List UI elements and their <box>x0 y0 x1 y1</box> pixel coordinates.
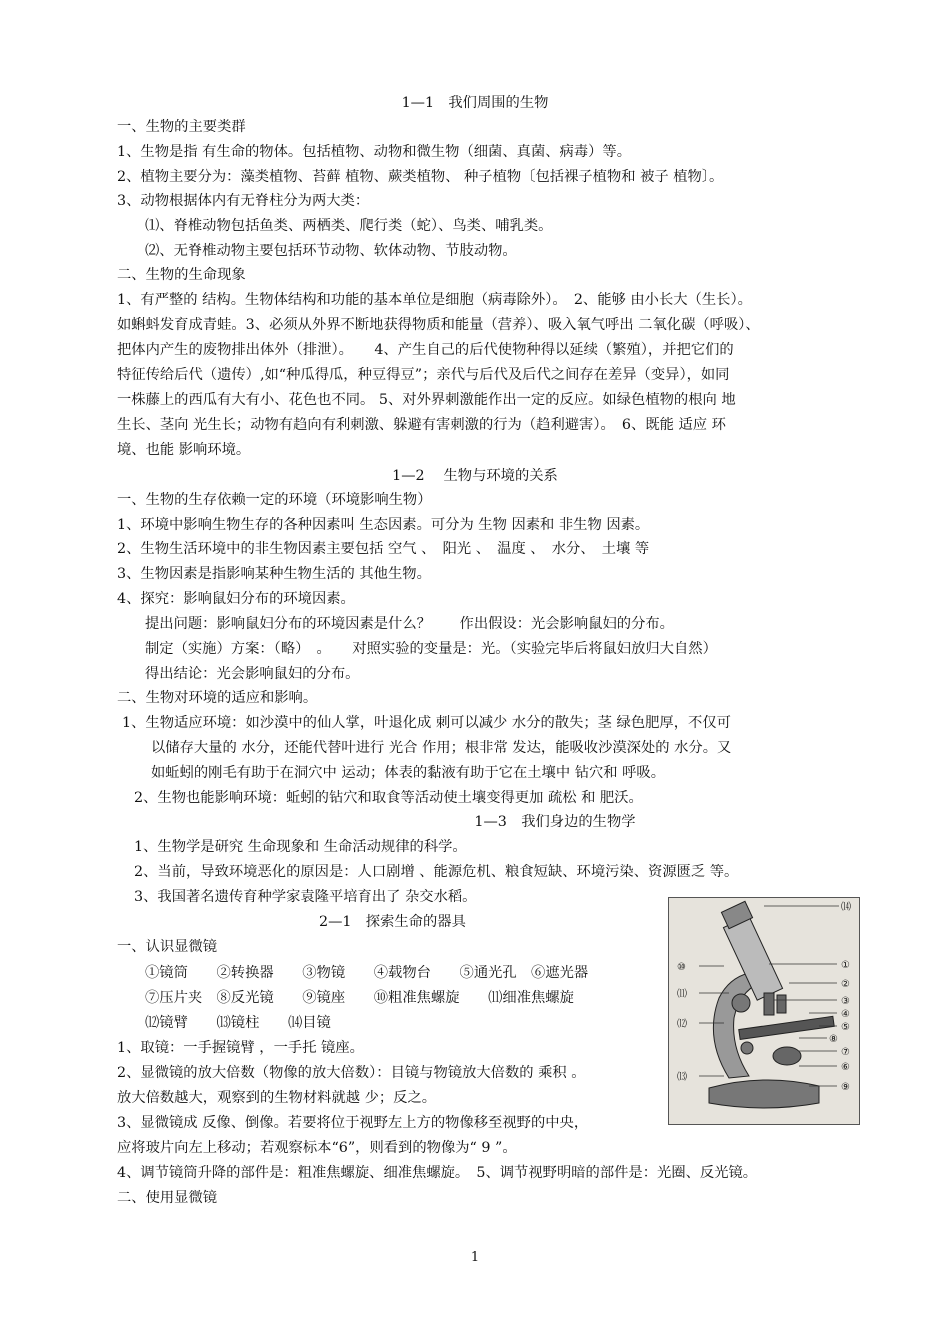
section-title: 1—3 我们身边的生物学 <box>474 814 636 830</box>
figure-label: ① <box>841 960 850 971</box>
text-line: 一株藤上的西瓜有大有小、花色也不同。 5、对外界刺激能作出一定的反应。如绿色植物的根向 地 <box>117 392 736 408</box>
text-line: 3、生物因素是指影响某种生物生活的 其他生物。 <box>117 566 431 582</box>
text-line: 4、调节镜筒升降的部件是：粗准焦螺旋、细准焦螺旋。 5、调节视野明暗的部件是：光圈、反光镜。 <box>117 1165 758 1181</box>
section-title: 1—1 我们周围的生物 <box>401 95 549 111</box>
text-line: 提出问题：影响鼠妇分布的环境因素是什么？ 作出假设：光会影响鼠妇的分布。 <box>145 616 674 632</box>
figure-label: ③ <box>841 996 850 1007</box>
heading: 二、生物的生命现象 <box>117 267 246 283</box>
figure-label: ⑩ <box>677 962 686 973</box>
text-line: 1、生物是指 有生命的物体。包括植物、动物和微生物（细菌、真菌、病毒）等。 <box>117 144 632 160</box>
figure-label: ⑧ <box>829 1034 838 1045</box>
text-line: 生长、茎向 光生长；动物有趋向有利刺激、躲避有害刺激的行为（趋利避害）。 6、既能 适应 环 <box>117 417 726 433</box>
text-line: 4、探究：影响鼠妇分布的环境因素。 <box>117 591 355 607</box>
text-line: 境、也能 影响环境。 <box>117 442 251 458</box>
page-number: 1 <box>470 1250 480 1265</box>
figure-label: ⒁ <box>841 902 851 913</box>
text-line: 如蚯蚓的刚毛有助于在洞穴中 运动；体表的黏液有助于它在土壤中 钻穴和 呼吸。 <box>151 765 666 781</box>
text-line: 放大倍数越大，观察到的生物材料就越 少；反之。 <box>117 1090 437 1106</box>
figure-label: ⑾ <box>677 989 687 1000</box>
figure-label: ② <box>841 979 850 990</box>
part-list: ⑿镜臂 ⒀镜柱 ⒁目镜 <box>145 1015 331 1031</box>
text-line: 特征传给后代（遗传）,如“种瓜得瓜，种豆得豆”；亲代与后代及后代之间存在差异（变异），如同 <box>117 367 730 383</box>
microscope-figure <box>668 897 860 1125</box>
text-line: ⑴、脊椎动物包括鱼类、两栖类、爬行类（蛇）、鸟类、哺乳类。 <box>145 218 553 234</box>
figure-label: ④ <box>841 1009 850 1020</box>
text-line: 1、有严整的 结构。生物体结构和功能的基本单位是细胞（病毒除外）。 2、能够 由小长大（生长）。 <box>117 292 752 308</box>
text-line: 1、取镜：一手握镜臂 ，一手托 镜座。 <box>117 1040 364 1056</box>
text-line: 3、我国著名遗传育种学家袁隆平培育出了 杂交水稻。 <box>134 889 477 905</box>
text-line: 以储存大量的 水分，还能代替叶进行 光合 作用；根非常 发达，能吸收沙漠深处的 水分。又 <box>151 740 732 756</box>
text-line: 3、动物根据体内有无脊柱分为两大类： <box>117 193 370 209</box>
text-line: 1、生物适应环境：如沙漠中的仙人掌，叶退化成 刺可以减少 水分的散失；茎 绿色肥厚，不仅可 <box>122 715 731 731</box>
heading: 一、认识显微镜 <box>117 939 218 955</box>
section-title: 1—2 生物与环境的关系 <box>392 468 558 484</box>
text-line: 2、生物也能影响环境：蚯蚓的钻穴和取食等活动使土壤变得更加 疏松 和 肥沃。 <box>134 790 643 806</box>
part-list: ①镜筒 ②转换器 ③物镜 ④载物台 ⑤通光孔 ⑥遮光器 <box>145 965 589 981</box>
text-line: 2、生物生活环境中的非生物因素主要包括 空气 、 阳光 、 温度 、 水分、 土壤 等 <box>117 541 650 557</box>
text-line: 1、环境中影响生物生存的各种因素叫 生态因素。可分为 生物 因素和 非生物 因素。 <box>117 517 650 533</box>
figure-label: ⒀ <box>677 1072 687 1083</box>
text-line: 应将玻片向左上移动；若观察标本“6”，则看到的物像为“ 9 ”。 <box>117 1140 517 1156</box>
part-list: ⑦压片夹 ⑧反光镜 ⑨镜座 ⑩粗准焦螺旋 ⑾细准焦螺旋 <box>145 990 574 1006</box>
text-line: 2、当前，导致环境恶化的原因是：人口剧增 、能源危机、粮食短缺、环境污染、资源匮乏 等。 <box>134 864 739 880</box>
figure-label: ⑦ <box>841 1047 850 1058</box>
section-title: 2—1 探索生命的器具 <box>319 914 466 930</box>
text-line: 如蝌蚪发育成青蛙。3、必须从外界不断地获得物质和能量（营养）、吸入氧气呼出 二氧化碳（呼吸）、 <box>117 317 760 333</box>
text-line: 2、植物主要分为：藻类植物、苔藓 植物、蕨类植物、 种子植物〔包括裸子植物和 被子 植物〕。 <box>117 169 724 185</box>
text-line: 制定（实施）方案：（略） 。 对照实验的变量是：光。（实验完毕后将鼠妇放归大自然） <box>145 641 717 657</box>
text-line: 3、显微镜成 反像、倒像。若要将位于视野左上方的物像移至视野的中央， <box>117 1115 589 1131</box>
text-line: 2、显微镜的放大倍数（物像的放大倍数）：目镜与物镜放大倍数的 乘积 。 <box>117 1065 586 1081</box>
heading: 一、生物的生存依赖一定的环境（环境影响生物） <box>117 492 432 508</box>
text-line: 1、生物学是研究 生命现象和 生命活动规律的科学。 <box>134 839 467 855</box>
heading: 一、生物的主要类群 <box>117 119 246 135</box>
figure-label: ⑤ <box>841 1022 850 1033</box>
figure-label: ⑨ <box>841 1082 850 1093</box>
heading: 二、生物对环境的适应和影响。 <box>117 690 318 706</box>
figure-label: ⑥ <box>841 1062 850 1073</box>
figure-label: ⑿ <box>677 1019 687 1030</box>
heading: 二、使用显微镜 <box>117 1190 218 1206</box>
text-line: 把体内产生的废物排出体外（排泄）。 4、产生自己的后代使物种得以延续（繁殖），并把它们的 <box>117 342 734 358</box>
text-line: 得出结论：光会影响鼠妇的分布。 <box>145 666 360 682</box>
text-line: ⑵、无脊椎动物主要包括环节动物、软体动物、节肢动物。 <box>145 243 517 259</box>
